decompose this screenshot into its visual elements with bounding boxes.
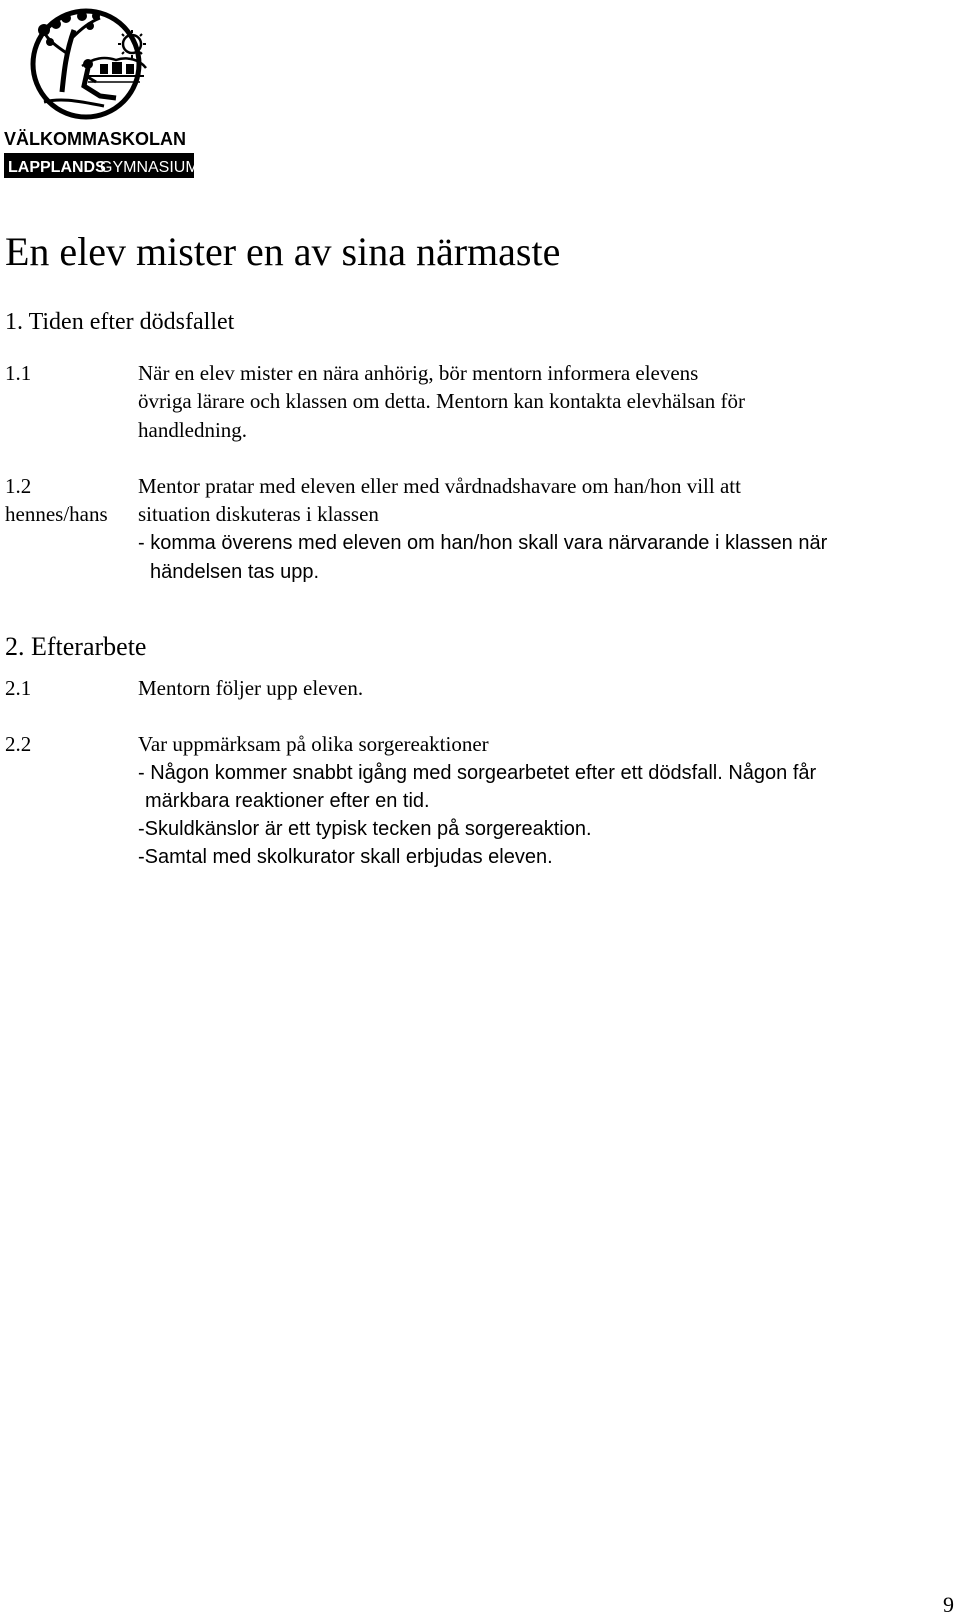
item-2-2-line-2: - Någon kommer snabbt igång med sorgearbetet efter ett dödsfall. Någon får [138, 762, 817, 784]
item-1-2-line-1: Mentor pratar med eleven eller med vårdnadshavare om han/hon vill att [138, 474, 741, 498]
logo-text-line2: LAPPLANDS [8, 159, 106, 176]
item-number-2-1: 2.1 [5, 676, 32, 700]
item-number-1-2: 1.2 [5, 474, 32, 498]
item-1-2-line-3: situation diskuteras i klassen [138, 502, 379, 526]
item-2-2-line-3: märkbara reaktioner efter en tid. [145, 790, 430, 812]
item-number-1-1: 1.1 [5, 361, 32, 385]
section-heading-1: 1. Tiden efter dödsfallet [5, 309, 235, 335]
item-1-2-line-4: - komma överens med eleven om han/hon skall vara närvarande i klassen när [138, 532, 828, 554]
logo-text-line3: GYMNASIUM [100, 159, 199, 176]
item-1-1-line-3: handledning. [138, 418, 248, 442]
item-1-1-line-1: När en elev mister en nära anhörig, bör mentorn informera elevens [138, 361, 699, 385]
item-2-2-line-4: -Skuldkänslor är ett typisk tecken på sorgereaktion. [138, 818, 592, 840]
item-2-1-line-1: Mentorn följer upp eleven. [138, 676, 364, 700]
item-2-2-line-5: -Samtal med skolkurator skall erbjudas eleven. [138, 846, 553, 868]
page-title: En elev mister en av sina närmaste [5, 229, 561, 274]
item-2-2-line-1: Var uppmärksam på olika sorgereaktioner [138, 732, 489, 756]
section-heading-2: 2. Efterarbete [5, 632, 147, 661]
item-1-1-line-2: övriga lärare och klassen om detta. Mentorn kan kontakta elevhälsan för [138, 389, 746, 413]
logo-text-line1: VÄLKOMMASKOLAN [4, 129, 186, 149]
item-1-2-line-5: händelsen tas upp. [150, 561, 320, 583]
school-logo [4, 2, 200, 180]
page-number: 9 [943, 1592, 954, 1617]
item-number-2-2: 2.2 [5, 732, 32, 756]
item-1-2-line-2: hennes/hans [5, 502, 108, 526]
